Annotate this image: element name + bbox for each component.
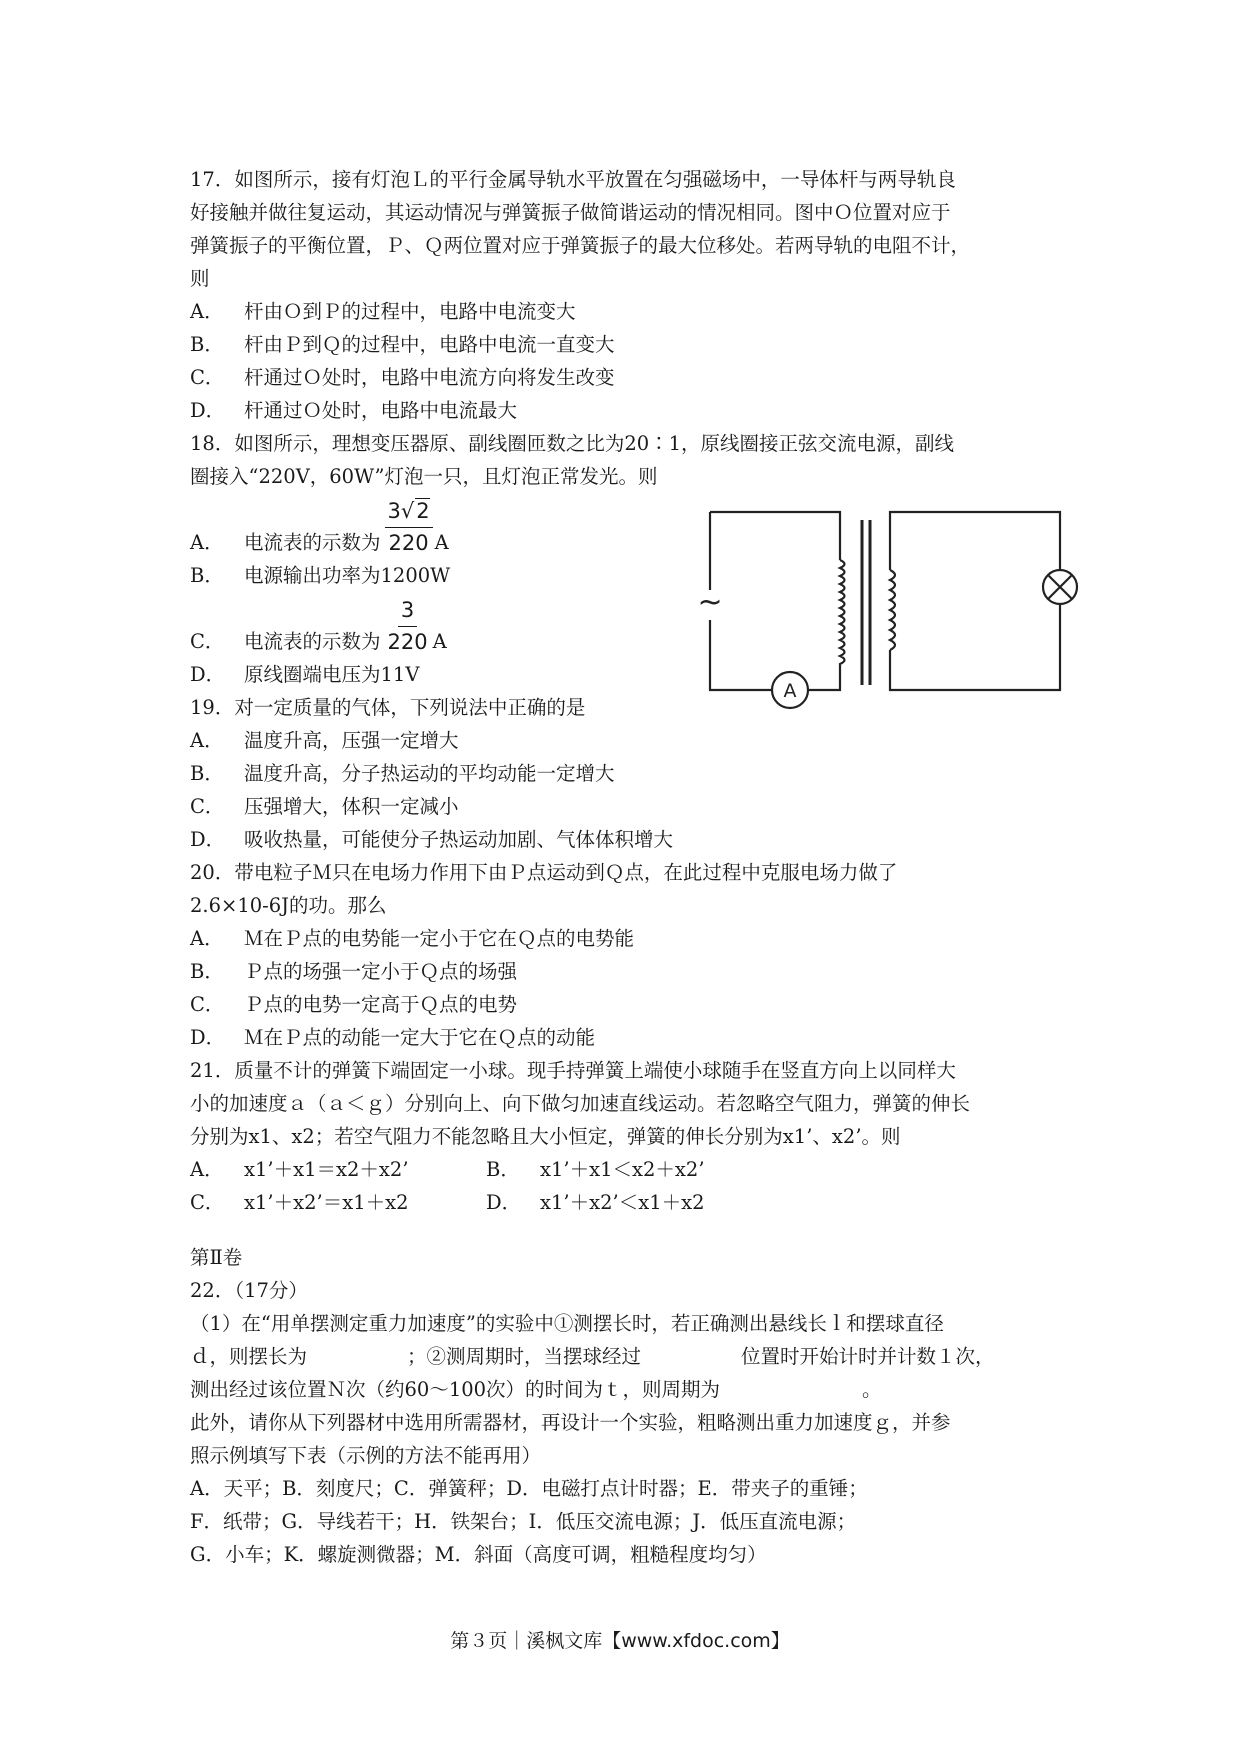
question-19 [190, 691, 1070, 856]
ac-source-icon: ~ [697, 585, 723, 620]
option-label: D． [190, 399, 226, 422]
fraction-numerator: 3√2 [385, 496, 433, 528]
option-label: D． [486, 1191, 522, 1214]
q17-option-d [190, 394, 1070, 427]
q17-stem-line-3: 弹簧振子的平衡位置，Ｐ、Ｑ两位置对应于弹簧振子的最大位移处。若两导轨的电阻不计， [190, 234, 971, 257]
option-label: D． [190, 663, 226, 686]
option-text: Ｐ点的场强一定小于Ｑ点的场强 [244, 960, 518, 983]
option-text: 电流表的示数为 [244, 630, 381, 653]
q21-option-d [486, 1186, 782, 1219]
ammeter-label: A [783, 680, 797, 702]
q20-stem-line-1: 20．带电粒子Ｍ只在电场力作用下由Ｐ点运动到Ｑ点，在此过程中克服电场力做了 [190, 861, 898, 884]
q21-stem-line-1: 21．质量不计的弹簧下端固定一小球。现手持弹簧上端使小球随手在竖直方向上以同样大 [190, 1059, 956, 1082]
option-label: B． [190, 564, 224, 587]
option-label: B． [190, 333, 224, 356]
option-label: A． [190, 1158, 224, 1181]
fraction [385, 595, 431, 658]
q22-line-2-part-c: 位置时开始计时并计数１次， [741, 1345, 995, 1368]
equipment-list-line-3: G．小车；K．螺旋测微器；M．斜面（高度可调，粗糙程度均匀） [190, 1543, 767, 1566]
transformer-circuit-figure [697, 500, 1090, 705]
option-text: 杆由Ｏ到Ｐ的过程中，电路中电流变大 [244, 300, 576, 323]
equipment-list-line-2: F．纸带；G．导线若干；H．铁架台；I．低压交流电源；J．低压直流电源； [190, 1510, 857, 1533]
option-text: Ｍ在Ｐ点的动能一定大于它在Ｑ点的动能 [244, 1026, 596, 1049]
option-label: C． [190, 1191, 225, 1214]
page-footer: 第３页｜溪枫文库【www.xfdoc.com】 [450, 1630, 790, 1652]
option-text: Ｍ在Ｐ点的电势能一定小于它在Ｑ点的电势能 [244, 927, 635, 950]
q20-option-d [190, 1021, 1070, 1054]
option-text: 温度升高，分子热运动的平均动能一定增大 [244, 762, 615, 785]
q20-option-b [190, 955, 1070, 988]
q19-option-b [190, 757, 1070, 790]
q21-option-a [190, 1153, 486, 1186]
option-text: 吸收热量，可能使分子热运动加剧、气体体积增大 [244, 828, 674, 851]
q22-line-2-part-b: ；②测周期时，当摆球经过 [407, 1345, 642, 1368]
fraction-denominator: 220 [387, 630, 428, 654]
q21-option-c [190, 1186, 486, 1219]
q22-line-1: （1）在“用单摆测定重力加速度”的实验中①测摆长时，若正确测出悬线长ｌ和摆球直径 [190, 1312, 944, 1335]
q18-stem-line-1: 18．如图所示，理想变压器原、副线圈匝数之比为20∶1，原线圈接正弦交流电源，副线 [190, 432, 955, 455]
q22-line-3-part-b: 。 [862, 1378, 882, 1401]
q21-stem-line-2: 小的加速度ａ（ａ＜ｇ）分别向上、向下做匀加速直线运动。若忽略空气阻力，弹簧的伸长 [190, 1092, 971, 1115]
q19-stem-line-1: 19．对一定质量的气体，下列说法中正确的是 [190, 696, 586, 719]
primary-bottom-wire [808, 665, 840, 690]
q22-line-3 [190, 1373, 1070, 1406]
q17-option-a [190, 295, 1070, 328]
option-text: x1’＋x1＝x2＋x2’ [244, 1158, 409, 1181]
option-label: B． [190, 960, 224, 983]
secondary-bottom-wire [890, 604, 1060, 690]
q19-option-c [190, 790, 1070, 823]
option-label: C． [190, 630, 225, 653]
section-gap [190, 1219, 1070, 1241]
q19-option-d [190, 823, 1070, 856]
part-2-title: 第Ⅱ卷 [190, 1246, 243, 1269]
question-17 [190, 163, 1070, 427]
primary-coil [840, 560, 845, 665]
q17-option-b [190, 328, 1070, 361]
option-label: A． [190, 927, 224, 950]
q17-option-c [190, 361, 1070, 394]
fraction-denominator: 220 [388, 531, 429, 555]
fraction [385, 496, 433, 559]
primary-top-wire [710, 512, 840, 560]
lamp-cross [1048, 575, 1072, 599]
option-text: x1’＋x2’＜x1＋x2 [540, 1191, 705, 1214]
option-text: 电流表的示数为 [244, 531, 381, 554]
option-text: 电源输出功率为1200W [244, 564, 451, 587]
option-label: C． [190, 366, 225, 389]
q22-line-5: 照示例填写下表（示例的方法不能再用） [190, 1444, 542, 1467]
q21-options-row-1 [190, 1153, 1070, 1186]
option-label: C． [190, 795, 225, 818]
q17-stem-line-2: 好接触并做往复运动，其运动情况与弹簧振子做简谐运动的情况相同。图中Ｏ位置对应于 [190, 201, 951, 224]
q21-stem-line-3: 分别为x1、x2；若空气阻力不能忽略且大小恒定，弹簧的伸长分别为x1’、x2’。则 [190, 1125, 901, 1148]
option-label: A． [190, 300, 224, 323]
option-label: B． [190, 762, 224, 785]
option-label: D． [190, 1026, 226, 1049]
question-20 [190, 856, 1070, 1054]
option-text: 压强增大，体积一定减小 [244, 795, 459, 818]
option-label: A． [190, 531, 224, 554]
option-label: A． [190, 729, 224, 752]
option-text: 杆由Ｐ到Ｑ的过程中，电路中电流一直变大 [244, 333, 615, 356]
coefficient: 3 [387, 499, 401, 523]
q20-option-c [190, 988, 1070, 1021]
unit: A [432, 630, 447, 653]
option-text: 原线圈端电压为11V [244, 663, 420, 686]
page-content [190, 163, 1070, 1571]
secondary-top-wire [890, 512, 1060, 570]
q22-line-4: 此外，请你从下列器材中选用所需器材，再设计一个实验，粗略测出重力加速度ｇ，并参 [190, 1411, 951, 1434]
radicand: 2 [416, 499, 430, 523]
q22-line-2 [190, 1340, 1070, 1373]
option-text: x1’＋x2’＝x1＋x2 [244, 1191, 409, 1214]
q19-option-a [190, 724, 1070, 757]
part-2 [190, 1241, 1070, 1571]
option-text: 温度升高，压强一定增大 [244, 729, 459, 752]
q20-option-a [190, 922, 1070, 955]
q17-stem-line-4: 则 [190, 267, 210, 290]
q22-line-3-part-a: 测出经过该位置Ｎ次（约60～100次）的时间为ｔ，则周期为 [190, 1378, 721, 1401]
q21-options-row-2 [190, 1186, 1070, 1219]
option-text: x1’＋x1＜x2＋x2’ [540, 1158, 705, 1181]
fraction-numerator: 3 [398, 595, 417, 627]
option-text: 杆通过Ｏ处时，电路中电流最大 [244, 399, 518, 422]
q20-stem-line-2: 2.6×10-6J的功。那么 [190, 894, 387, 917]
q18-stem-line-2: 圈接入“220V，60W”灯泡一只，且灯泡正常发光。则 [190, 465, 658, 488]
question-21 [190, 1054, 1070, 1219]
option-label: D． [190, 828, 226, 851]
q22-line-2-part-a: ｄ，则摆长为 [190, 1345, 308, 1368]
equipment-list-line-1: A．天平；B．刻度尺；C．弹簧秤；D．电磁打点计时器；E．带夹子的重锤； [190, 1477, 868, 1500]
option-text: Ｐ点的电势一定高于Ｑ点的电势 [244, 993, 518, 1016]
secondary-coil [890, 570, 895, 650]
option-label: B． [486, 1158, 520, 1181]
q21-option-b [486, 1153, 782, 1186]
option-text: 杆通过Ｏ处时，电路中电流方向将发生改变 [244, 366, 615, 389]
unit: A [434, 531, 449, 554]
q17-stem-line-1: 17．如图所示，接有灯泡Ｌ的平行金属导轨水平放置在匀强磁场中，一导体杆与两导轨良 [190, 168, 956, 191]
q22-header: 22．（17分） [190, 1279, 308, 1302]
option-label: C． [190, 993, 225, 1016]
primary-left-wire-bottom [710, 620, 772, 690]
